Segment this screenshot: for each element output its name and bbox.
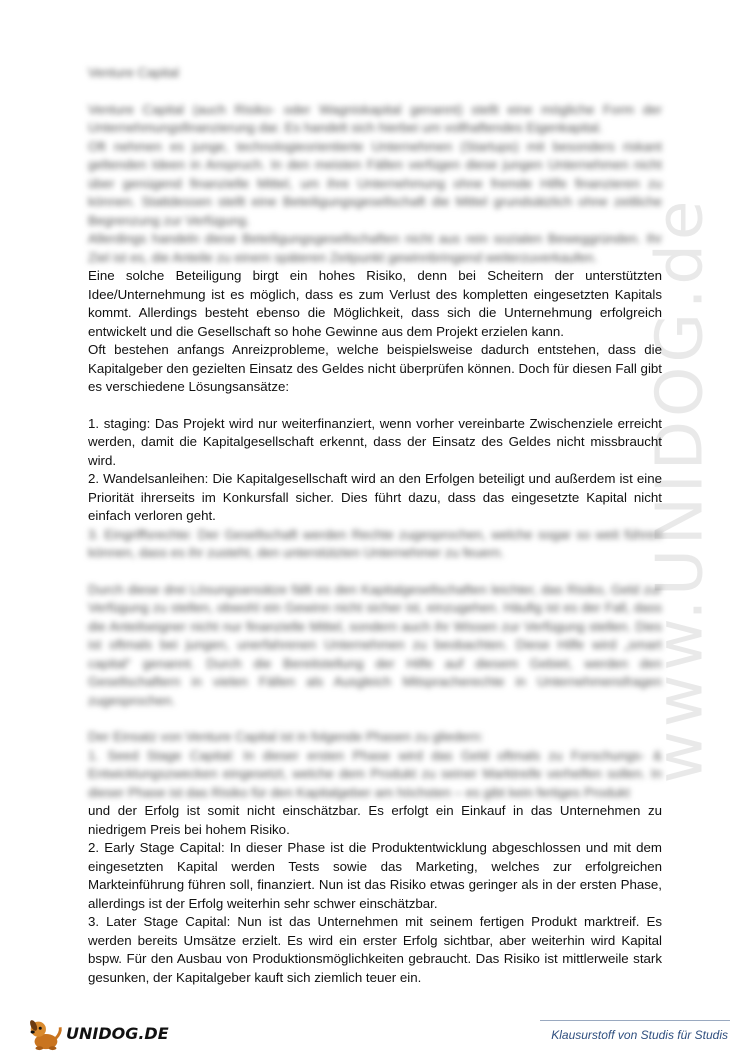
document-title: Venture Capital [88,65,179,80]
logo-text: UNIDOG.DE [66,1023,169,1043]
list-item-wandelsanleihen: 2. Wandelsanleihen: Die Kapitalgesellschaft wird an den Erfolgen beteiligt und außerdem ist eine Priorität ihrerseits im Konkursfall sicher. Dies führt dazu, dass das eingesetzte Kapital nicht einfach verloren geht. [88,471,662,523]
intro-paragraph-3: Allerdings handeln diese Beteiligungsgesellschaften nicht aus rein sozialen Beweggründen. Ihr Ziel ist es, die Anteile zu einem späteren Zeitpunkt gewinnbringend weiterzuverkaufen. [88,231,662,265]
dog-mascot-icon [26,1014,64,1052]
footer-tagline: Klausurstoff von Studis für Studis [551,1028,728,1042]
list-item-staging: 1. staging: Das Projekt wird nur weiterfinanziert, wenn vorher vereinbarte Zwischenziele erreicht werden, damit die Kapitalgesellschaft erkennt, dass der Einsatz des Geldes nicht missbraucht wird. [88,415,662,468]
paragraph-smart-capital: Durch diese drei Lösungsansätze fällt es den Kapitalgesellschaften leichter, das Risiko, Geld zur Verfügung zu stellen, obwohl ein Gewinn nicht sicher ist, einzugehen. Häufig ist es der Fall, dass die Anteilseigner nicht nur finanzielle Mittel, sondern auch ihr Wissen zur Verfügung stellen. Dies ist oftmals bei jungen, unerfahrenen Unternehmen zu beobachten. Diese Hilfe wird „smart capital“ genannt. Durch die Bereitstellung der Hilfe auf diesem Gebiet, werden den Gesellschaftern in vielen Fällen als Ausgleich Mitspracherechte in Unternehmensfragen zugesprochen. [88,581,662,708]
unidog-logo[interactable] [26,1013,169,1053]
watermark: www.UNIDOG.de [643,196,717,784]
phase-seed-blurred: 1. Seed Stage Capital: In dieser ersten Phase wird das Geld oftmals zu Forschungs- & Entwicklungszwecken eingesetzt, welche dem Produkt zu seiner Marktreife verhelfen sollen. In dieser Phase ist das Risiko für den Kapitalgeber am höchsten – es gibt kein fertiges Produkt [88,747,662,800]
list-item-eingriffsrechte: 3. Eingriffsrechte: Der Gesellschaft werden Rechte zugesprochen, welche sogar so weit führen können, dass es ihr zusteht, den unterstützten Unternehmer zu feuern. [88,526,662,560]
footer-divider [540,1020,730,1021]
intro-paragraph-2: Oft nehmen es junge, technologieorientierte Unternehmen (Startups) mit besonders riskant geltenden Ideen in Anspruch. In den meisten Fällen verfügen diese jungen Unternehmen nicht über genügend finanzielle Mittel, um ihre Unternehmung ohne fremde Hilfe finanzieren zu können. Stattdessen stellt eine Beteiligungsgesellschaft die Mittel grundsätzlich ohne zeitliche Begrenzung zur Verfügung. [88,138,662,228]
phase-seed-visible: und der Erfolg ist somit nicht einschätzbar. Es erfolgt ein Einkauf in das Unternehmen zu niedrigem Preis bei hohem Risiko. [88,803,662,837]
phases-intro: Der Einsatz von Venture Capital ist in folgende Phasen zu gliedern: [88,729,484,744]
paragraph-incentives: Oft bestehen anfangs Anreizprobleme, welche beispielsweise dadurch entstehen, dass die Kapitalgeber den gezielten Einsatz des Geldes nicht überprüfen können. Doch für diesen Fall gibt es verschiedene Lösungsansätze: [88,342,662,394]
phase-later-stage: 3. Later Stage Capital: Nun ist das Unternehmen mit seinem fertigen Produkt marktreif. Es werden bereits Umsätze erzielt. Es wird ein erster Erfolg sichtbar, aber weiterhin wird Kapital bspw. Für den Ausbau von Produktionsmöglichkeiten gebraucht. Das Risiko ist mittlerweile stark gesunken, der Kapitalgeber kauft sich ziemlich teuer ein. [88,914,662,985]
intro-paragraph-1: Venture Capital (auch Risiko- oder Wagniskapital genannt) stellt eine mögliche Form der Unternehmungsfinanzierung dar. Es handelt sich hierbei um vollhaftendes Eigenkapital. [88,101,662,135]
document-body [88,64,662,987]
phase-early-stage: 2. Early Stage Capital: In dieser Phase ist die Produktentwicklung abgeschlossen und mit dem eingesetzten Kapital werden Tests sowie das Marketing, welches zur erfolgreichen Markteinführung führen soll, finanziert. Nun ist das Risiko etwas geringer als in der ersten Phase, allerdings ist der Erfolg weiterhin sehr schwer einschätzbar. [88,840,662,911]
paragraph-risk: Eine solche Beteiligung birgt ein hohes Risiko, denn bei Scheitern der unterstützten Idee/Unternehmung ist es möglich, dass es zum Verlust des kompletten eingesetzten Kapitals kommt. Allerdings besteht ebenso die Möglichkeit, dass sich die Unternehmung erfolgreich entwickelt und die Gesellschaft so hohe Gewinne aus dem Projekt erzielen kann. [88,268,662,339]
